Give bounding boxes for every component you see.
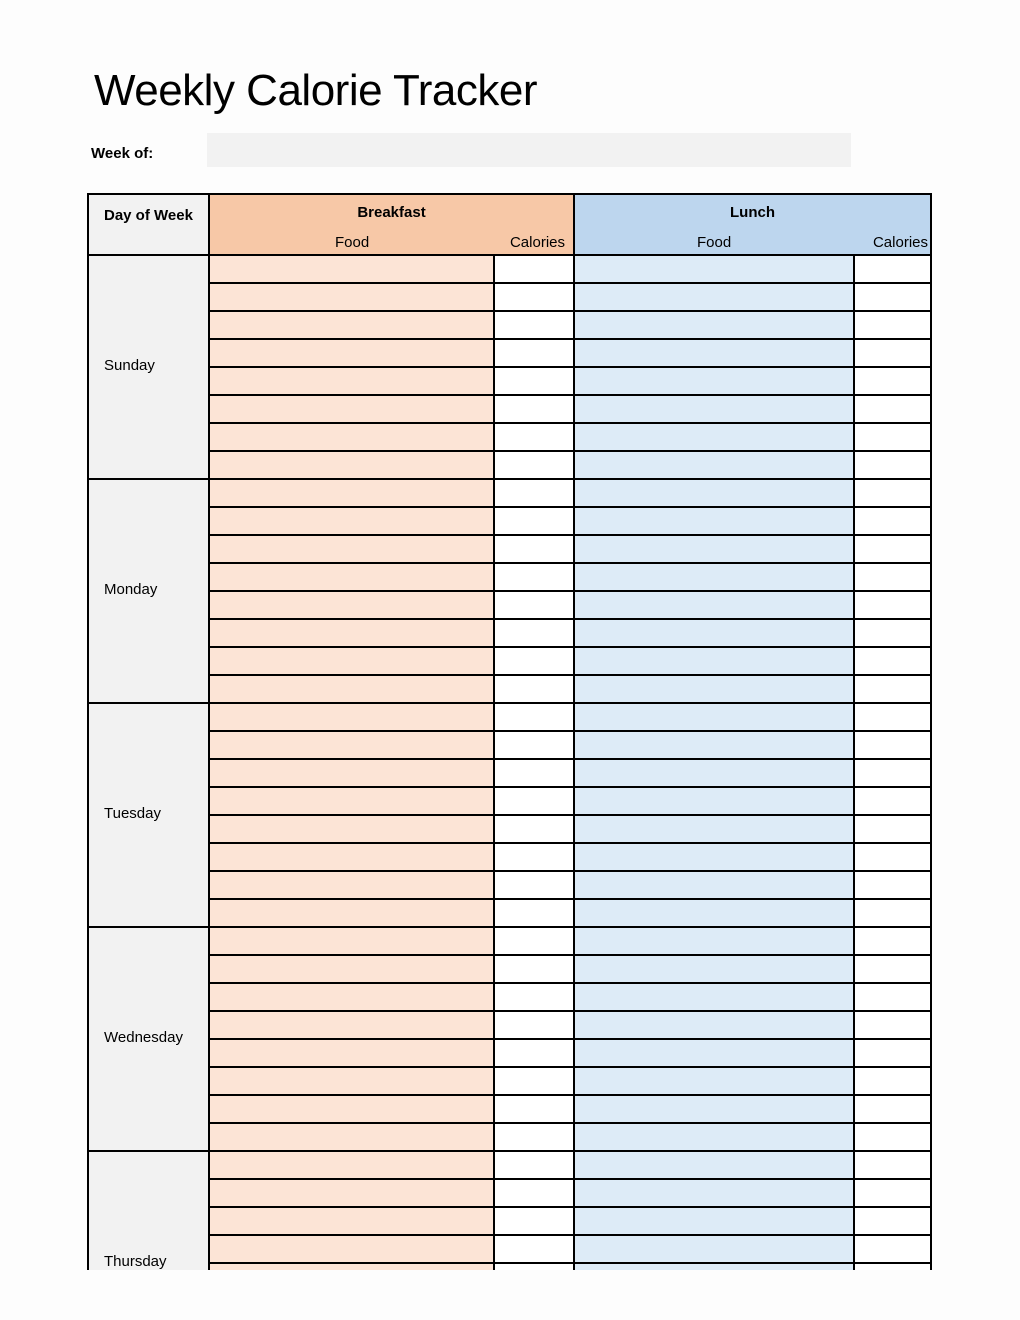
lunch-food-header: Food (697, 234, 732, 251)
entry-row (89, 815, 930, 843)
lunch-calories-cell[interactable] (854, 1095, 930, 1123)
breakfast-food-cell[interactable] (209, 563, 494, 591)
entry-row (89, 451, 930, 479)
breakfast-food-cell[interactable] (209, 507, 494, 535)
entry-row (89, 367, 930, 395)
entry-row (89, 899, 930, 927)
lunch-food-cell[interactable] (574, 731, 854, 759)
breakfast-calories-cell[interactable] (494, 1011, 574, 1039)
day-cell-tuesday (89, 703, 209, 927)
breakfast-calories-cell[interactable] (494, 339, 574, 367)
lunch-food-cell[interactable] (574, 311, 854, 339)
breakfast-calories-cell[interactable] (494, 955, 574, 983)
entry-row (89, 563, 930, 591)
breakfast-food-cell[interactable] (209, 1123, 494, 1151)
breakfast-calories-cell[interactable] (494, 731, 574, 759)
lunch-food-cell[interactable] (574, 647, 854, 675)
entry-row (89, 983, 930, 1011)
entry-row (89, 927, 930, 955)
breakfast-food-cell[interactable] (209, 1011, 494, 1039)
lunch-calories-cell[interactable] (854, 535, 930, 563)
breakfast-calories-cell[interactable] (494, 479, 574, 507)
lunch-calories-cell[interactable] (854, 871, 930, 899)
breakfast-calories-cell[interactable] (494, 395, 574, 423)
entry-row (89, 395, 930, 423)
lunch-food-cell[interactable] (574, 1123, 854, 1151)
entry-row (89, 731, 930, 759)
lunch-calories-cell[interactable] (854, 815, 930, 843)
breakfast-food-cell[interactable] (209, 759, 494, 787)
breakfast-calories-cell[interactable] (494, 647, 574, 675)
breakfast-calories-cell[interactable] (494, 311, 574, 339)
breakfast-calories-cell[interactable] (494, 423, 574, 451)
lunch-calories-cell[interactable] (854, 899, 930, 927)
breakfast-food-cell[interactable] (209, 647, 494, 675)
breakfast-calories-cell[interactable] (494, 1263, 574, 1270)
day-cell-wednesday (89, 927, 209, 1151)
lunch-calories-cell[interactable] (854, 255, 930, 283)
lunch-calories-cell[interactable] (854, 311, 930, 339)
entry-row (89, 955, 930, 983)
breakfast-calories-cell[interactable] (494, 843, 574, 871)
lunch-calories-cell[interactable] (854, 675, 930, 703)
breakfast-food-cell[interactable] (209, 871, 494, 899)
lunch-food-cell[interactable] (574, 1151, 854, 1179)
breakfast-food-cell[interactable] (209, 703, 494, 731)
breakfast-calories-cell[interactable] (494, 507, 574, 535)
lunch-food-cell[interactable] (574, 787, 854, 815)
breakfast-food-header: Food (335, 234, 370, 251)
breakfast-food-cell[interactable] (209, 1179, 494, 1207)
breakfast-food-cell[interactable] (209, 1151, 494, 1179)
breakfast-food-cell[interactable] (209, 451, 494, 479)
breakfast-calories-cell[interactable] (494, 1123, 574, 1151)
breakfast-food-cell[interactable] (209, 787, 494, 815)
lunch-calories-cell[interactable] (854, 1039, 930, 1067)
lunch-calories-cell[interactable] (854, 1179, 930, 1207)
entry-row (89, 675, 930, 703)
entry-row (89, 787, 930, 815)
entry-row (89, 1039, 930, 1067)
lunch-food-cell[interactable] (574, 1263, 854, 1270)
breakfast-calories-cell[interactable] (494, 283, 574, 311)
breakfast-food-cell[interactable] (209, 395, 494, 423)
breakfast-calories-cell[interactable] (494, 1151, 574, 1179)
lunch-food-cell[interactable] (574, 955, 854, 983)
breakfast-food-cell[interactable] (209, 899, 494, 927)
breakfast-food-cell[interactable] (209, 843, 494, 871)
lunch-food-cell[interactable] (574, 507, 854, 535)
lunch-calories-cell[interactable] (854, 1235, 930, 1263)
lunch-title: Lunch (730, 204, 775, 221)
breakfast-calories-cell[interactable] (494, 367, 574, 395)
lunch-food-cell[interactable] (574, 619, 854, 647)
breakfast-food-cell[interactable] (209, 955, 494, 983)
entry-row (89, 479, 930, 507)
lunch-calories-cell[interactable] (854, 591, 930, 619)
lunch-food-cell[interactable] (574, 479, 854, 507)
breakfast-calories-cell[interactable] (494, 787, 574, 815)
lunch-food-cell[interactable] (574, 255, 854, 283)
lunch-calories-cell[interactable] (854, 647, 930, 675)
breakfast-food-cell[interactable] (209, 1095, 494, 1123)
entry-row (89, 843, 930, 871)
lunch-calories-cell[interactable] (854, 395, 930, 423)
breakfast-food-cell[interactable] (209, 1263, 494, 1270)
breakfast-food-cell[interactable] (209, 675, 494, 703)
lunch-food-cell[interactable] (574, 1095, 854, 1123)
breakfast-calories-cell[interactable] (494, 1179, 574, 1207)
entry-row (89, 507, 930, 535)
lunch-food-cell[interactable] (574, 843, 854, 871)
breakfast-food-cell[interactable] (209, 339, 494, 367)
entry-row (89, 871, 930, 899)
lunch-calories-cell[interactable] (854, 1123, 930, 1151)
lunch-food-cell[interactable] (574, 1067, 854, 1095)
lunch-calories-cell[interactable] (854, 619, 930, 647)
tracker-table (89, 195, 930, 1270)
day-label: Wednesday (104, 1028, 183, 1046)
day-label: Tuesday (104, 804, 161, 822)
lunch-calories-cell[interactable] (854, 563, 930, 591)
day-label: Thursday (104, 1252, 167, 1270)
breakfast-calories-cell[interactable] (494, 759, 574, 787)
breakfast-food-cell[interactable] (209, 367, 494, 395)
day-cell-monday (89, 479, 209, 703)
breakfast-food-cell[interactable] (209, 479, 494, 507)
entry-row (89, 591, 930, 619)
entry-row (89, 647, 930, 675)
lunch-food-cell[interactable] (574, 395, 854, 423)
entry-row (89, 1151, 930, 1179)
breakfast-calories-cell[interactable] (494, 675, 574, 703)
lunch-food-cell[interactable] (574, 983, 854, 1011)
breakfast-calories-cell[interactable] (494, 983, 574, 1011)
lunch-calories-cell[interactable] (854, 283, 930, 311)
entry-row (89, 311, 930, 339)
lunch-calories-cell[interactable] (854, 955, 930, 983)
lunch-calories-cell[interactable] (854, 423, 930, 451)
lunch-calories-cell[interactable] (854, 703, 930, 731)
lunch-calories-cell[interactable] (854, 1067, 930, 1095)
entry-row (89, 1179, 930, 1207)
breakfast-calories-cell[interactable] (494, 535, 574, 563)
breakfast-calories-cell[interactable] (494, 871, 574, 899)
lunch-food-cell[interactable] (574, 1011, 854, 1039)
lunch-header (574, 195, 930, 255)
breakfast-calories-cell[interactable] (494, 591, 574, 619)
lunch-calories-header: Calories (872, 234, 928, 251)
lunch-food-cell[interactable] (574, 1039, 854, 1067)
breakfast-food-cell[interactable] (209, 535, 494, 563)
week-of-field[interactable] (207, 133, 851, 167)
entry-row (89, 1207, 930, 1235)
lunch-food-cell[interactable] (574, 871, 854, 899)
lunch-food-cell[interactable] (574, 591, 854, 619)
entry-row (89, 423, 930, 451)
lunch-calories-cell[interactable] (854, 1011, 930, 1039)
breakfast-calories-cell[interactable] (494, 1207, 574, 1235)
breakfast-food-cell[interactable] (209, 927, 494, 955)
lunch-calories-cell[interactable] (854, 339, 930, 367)
breakfast-title: Breakfast (357, 204, 426, 221)
day-label: Monday (104, 580, 158, 598)
entry-row (89, 703, 930, 731)
lunch-food-cell[interactable] (574, 367, 854, 395)
lunch-calories-cell[interactable] (854, 843, 930, 871)
lunch-calories-cell[interactable] (854, 507, 930, 535)
lunch-calories-cell[interactable] (854, 479, 930, 507)
lunch-food-cell[interactable] (574, 675, 854, 703)
tracker-sheet (87, 193, 932, 1270)
day-of-week-header: Day of Week (89, 195, 209, 255)
entry-row (89, 1263, 930, 1270)
breakfast-calories-cell[interactable] (494, 703, 574, 731)
lunch-calories-cell[interactable] (854, 731, 930, 759)
entry-row (89, 619, 930, 647)
breakfast-calories-cell[interactable] (494, 815, 574, 843)
entry-row (89, 283, 930, 311)
breakfast-food-cell[interactable] (209, 815, 494, 843)
lunch-food-cell[interactable] (574, 451, 854, 479)
lunch-calories-cell[interactable] (854, 1263, 930, 1270)
lunch-calories-cell[interactable] (854, 927, 930, 955)
breakfast-calories-cell[interactable] (494, 1235, 574, 1263)
breakfast-calories-cell[interactable] (494, 451, 574, 479)
lunch-food-cell[interactable] (574, 563, 854, 591)
entry-row (89, 759, 930, 787)
breakfast-food-cell[interactable] (209, 423, 494, 451)
lunch-calories-cell[interactable] (854, 983, 930, 1011)
breakfast-calories-cell[interactable] (494, 255, 574, 283)
entry-row (89, 339, 930, 367)
breakfast-food-cell[interactable] (209, 983, 494, 1011)
lunch-food-cell[interactable] (574, 759, 854, 787)
breakfast-food-cell[interactable] (209, 1067, 494, 1095)
entry-row (89, 1067, 930, 1095)
lunch-food-cell[interactable] (574, 815, 854, 843)
lunch-calories-cell[interactable] (854, 1151, 930, 1179)
breakfast-food-cell[interactable] (209, 731, 494, 759)
entry-row (89, 535, 930, 563)
entry-row (89, 1123, 930, 1151)
breakfast-calories-cell[interactable] (494, 927, 574, 955)
breakfast-food-cell[interactable] (209, 1235, 494, 1263)
week-of-label: Week of: (91, 145, 154, 162)
lunch-food-cell[interactable] (574, 339, 854, 367)
lunch-food-cell[interactable] (574, 283, 854, 311)
day-cell-sunday (89, 255, 209, 479)
lunch-food-cell[interactable] (574, 927, 854, 955)
breakfast-food-cell[interactable] (209, 591, 494, 619)
lunch-calories-cell[interactable] (854, 367, 930, 395)
breakfast-calories-cell[interactable] (494, 899, 574, 927)
lunch-calories-cell[interactable] (854, 759, 930, 787)
breakfast-calories-header: Calories (509, 234, 565, 251)
breakfast-food-cell[interactable] (209, 283, 494, 311)
entry-row (89, 1235, 930, 1263)
lunch-food-cell[interactable] (574, 899, 854, 927)
breakfast-calories-cell[interactable] (494, 563, 574, 591)
breakfast-calories-cell[interactable] (494, 1039, 574, 1067)
entry-row (89, 1095, 930, 1123)
entry-row (89, 1011, 930, 1039)
breakfast-food-cell[interactable] (209, 311, 494, 339)
breakfast-calories-cell[interactable] (494, 1095, 574, 1123)
lunch-food-cell[interactable] (574, 1235, 854, 1263)
tracker-body (89, 255, 930, 1270)
page-title: Weekly Calorie Tracker (94, 66, 537, 115)
breakfast-header (209, 195, 574, 255)
lunch-food-cell[interactable] (574, 703, 854, 731)
breakfast-food-cell[interactable] (209, 255, 494, 283)
entry-row (89, 255, 930, 283)
day-cell-thursday (89, 1151, 209, 1270)
breakfast-food-cell[interactable] (209, 1207, 494, 1235)
breakfast-calories-cell[interactable] (494, 1067, 574, 1095)
lunch-calories-cell[interactable] (854, 1207, 930, 1235)
lunch-calories-cell[interactable] (854, 787, 930, 815)
breakfast-food-cell[interactable] (209, 1039, 494, 1067)
breakfast-food-cell[interactable] (209, 619, 494, 647)
lunch-food-cell[interactable] (574, 1207, 854, 1235)
lunch-calories-cell[interactable] (854, 451, 930, 479)
lunch-food-cell[interactable] (574, 1179, 854, 1207)
breakfast-calories-cell[interactable] (494, 619, 574, 647)
lunch-food-cell[interactable] (574, 423, 854, 451)
lunch-food-cell[interactable] (574, 535, 854, 563)
day-label: Sunday (104, 356, 155, 374)
